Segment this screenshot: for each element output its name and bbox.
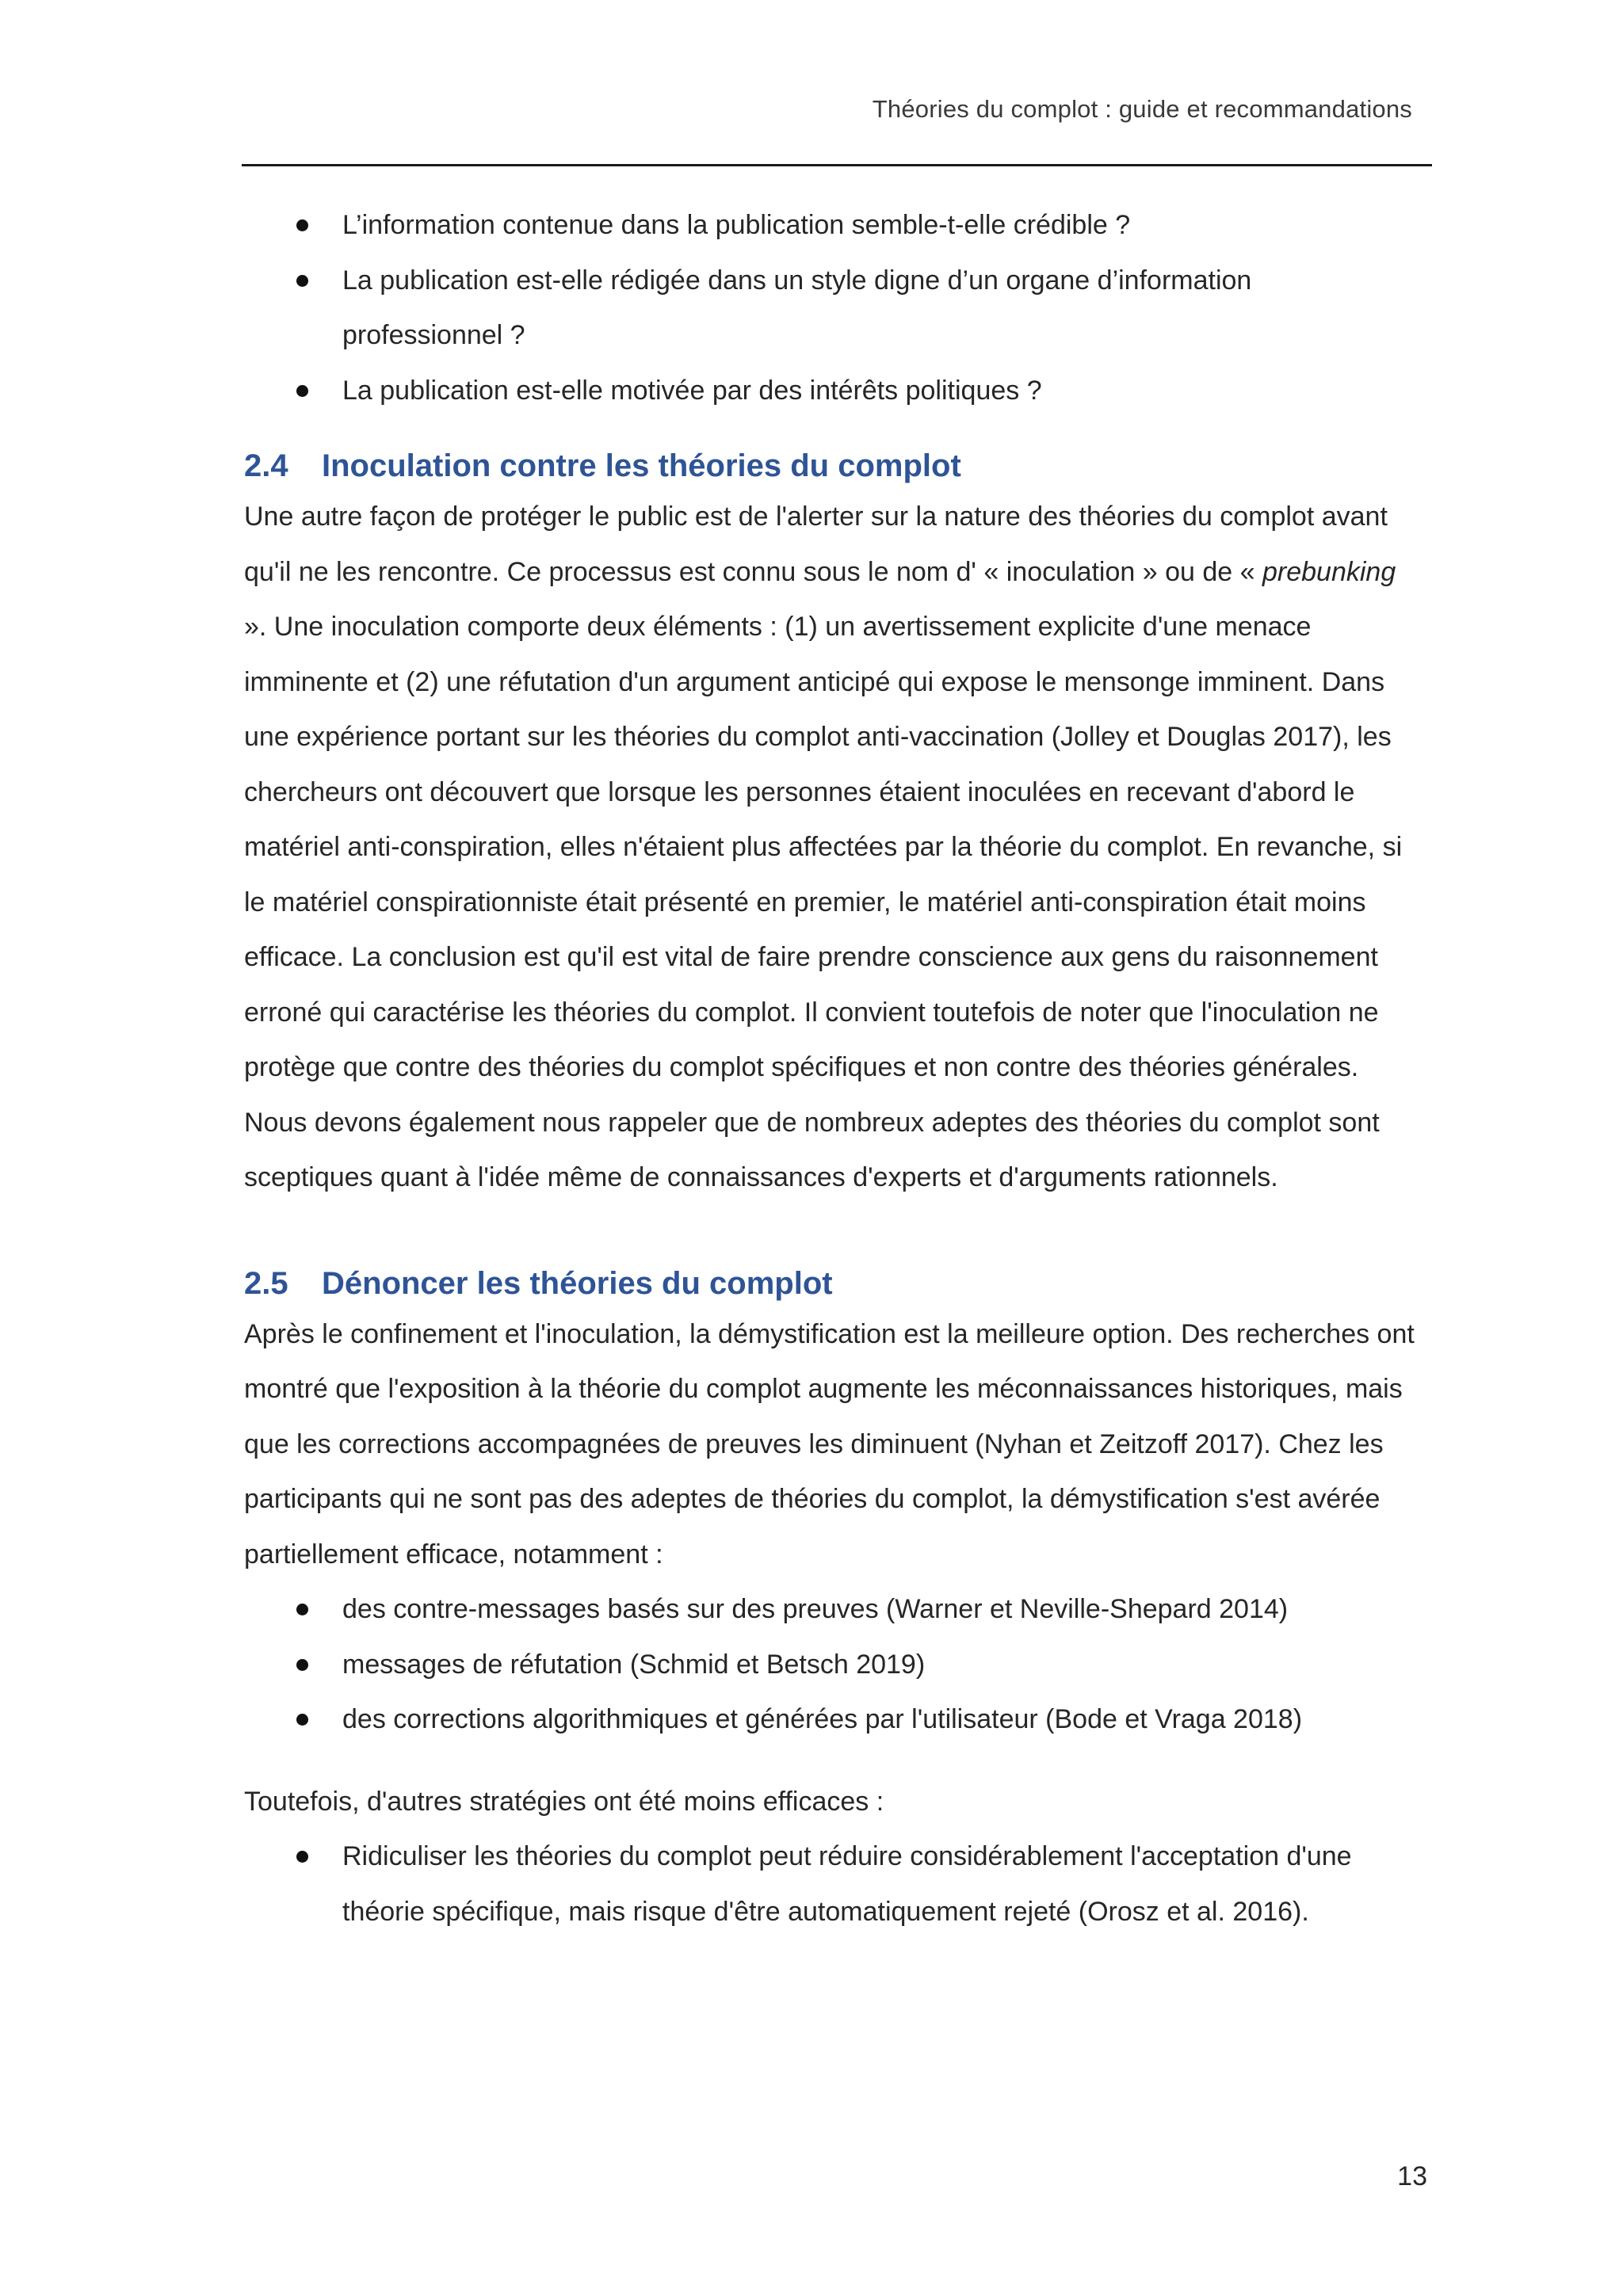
section-2-4-paragraph (244, 490, 1429, 1206)
section-title: Dénoncer les théories du complot (322, 1265, 833, 1301)
list-item (244, 1829, 1429, 1939)
bullet-icon (296, 275, 308, 287)
bullet-icon (296, 1604, 308, 1615)
bullet-icon (296, 1714, 308, 1726)
section-title: Inoculation contre les théories du complot (322, 448, 961, 483)
list-item (244, 1638, 1429, 1693)
emphasis-term: prebunking (1262, 556, 1396, 587)
page-number: 13 (1397, 2161, 1427, 2191)
section-2-5-paragraph: Après le confinement et l'inoculation, la démystification est la meilleure option. Des recherches ont montré que l'exposition à la théorie du complot augmente les méconnaissances historiques, mais que les corrections accompagnées de preuves les diminuent (Nyhan et Zeitzoff 2017). Chez les participants qui ne sont pas des adeptes de théories du complot, la démystification s'est avérée partiellement efficace, notamment : (244, 1318, 1415, 1569)
list-item-text: Ridiculiser les théories du complot peut réduire considérablement l'acceptation d'une théorie spécifique, mais risque d'être automatiquement rejeté (Orosz et al. 2016). (342, 1841, 1352, 1927)
paragraph-text: ». Une inoculation comporte deux éléments : (1) un avertissement explicite d'une menace imminente et (2) une réfutation d'un argument anticipé qui expose le mensonge imminent. Dans une expérience portant sur les théories du complot anti-vaccination (Jolley et Douglas 2017), les chercheurs ont découvert que lorsque les personnes étaient inoculées en recevant d'abord le matériel anti-conspiration, elles n'étaient plus affectées par la théorie du complot. En revanche, si le matériel conspirationniste était présenté en premier, le matériel anti-conspiration était moins efficace. La conclusion est qu'il est vital de faire prendre conscience aux gens du raisonnement erroné qui caractérise les théories du complot. Il convient toutefois de noter que l'inoculation ne protège que contre des théories du complot spécifiques et non contre des théories générales. Nous devons également nous rappeler que de nombreux adeptes des théories du complot sont sceptiques quant à l'idée même de connaissances d'experts et d'arguments rationnels. (244, 612, 1403, 1192)
less-effective-intro: Toutefois, d'autres stratégies ont été moins efficaces : (244, 1786, 884, 1817)
section-heading-2-5 (244, 1260, 1429, 1307)
list-item (244, 254, 1429, 364)
list-item-text: des contre-messages basés sur des preuves (Warner et Neville-Shepard 2014) (342, 1594, 1289, 1624)
list-item-text: La publication est-elle rédigée dans un style digne d’un organe d’information professionnel ? (342, 265, 1252, 350)
list-item (244, 364, 1429, 419)
paragraph-text: Une autre façon de protéger le public est de l'alerter sur la nature des théories du complot avant qu'il ne les rencontre. Ce processus est connu sous le nom d' « inoculation » ou de « (244, 502, 1388, 587)
list-item-text: des corrections algorithmiques et générées par l'utilisateur (Bode et Vraga 2018) (342, 1704, 1303, 1734)
list-item-text: messages de réfutation (Schmid et Betsch 2019) (342, 1649, 926, 1680)
list-item (244, 198, 1429, 254)
list-item-text: L’information contenue dans la publication semble-t-elle crédible ? (342, 210, 1131, 240)
list-item (244, 1582, 1429, 1638)
intro-bullet-list (244, 198, 1429, 418)
page-content (244, 198, 1429, 1939)
bullet-icon (296, 1659, 308, 1671)
list-item-text: La publication est-elle motivée par des intérêts politiques ? (342, 375, 1042, 406)
bullet-icon (296, 219, 308, 231)
section-heading-2-4 (244, 442, 1429, 490)
section-number: 2.4 (244, 448, 288, 483)
bullet-icon (296, 385, 308, 397)
section-number: 2.5 (244, 1265, 288, 1301)
header-divider (242, 164, 1432, 166)
running-header: Théories du complot : guide et recommandations (872, 95, 1412, 123)
less-effective-strategies-list (244, 1829, 1429, 1939)
bullet-icon (296, 1851, 308, 1863)
list-item (244, 1692, 1429, 1748)
effective-strategies-list (244, 1582, 1429, 1748)
